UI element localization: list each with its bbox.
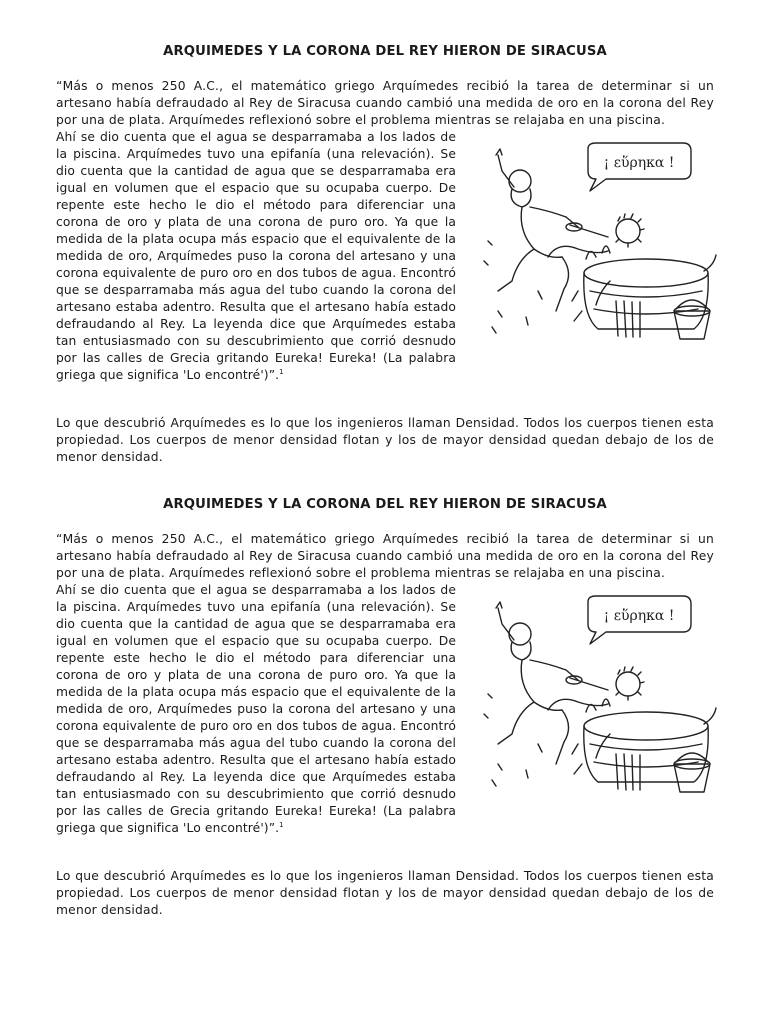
intro-paragraph-repeat: “Más o menos 250 A.C., el matemático griego Arquímedes recibió la tarea de determinar si un artesano había defraudado al Rey de Siracusa cuando cambió una medida de oro en la corona del Rey por una de plata. Arquímedes reflexionó sobre el problema mientras se relajaba en una piscina.: [56, 532, 714, 580]
story-text-repeat: Ahí se dio cuenta que el agua se desparramaba a los lados de la piscina. Arquímedes tuvo una epifanía (una relevación). Se dio cuenta que la cantidad de agua que se desparramaba era igual en volumen que el espacio que su ocupaba cuerpo. De repente este hecho le dio el método para diferenciar una corona de oro y plata de una corona de puro oro. Ya que la medida de la plata ocupa más espacio que el equivalente de la medida de oro, Arquímedes puso la corona del artesano y una corona equivalente de puro oro en dos tubos de agua. Encontró que se desparramaba más agua del tubo cuando la corona del artesano estaba adentro. Resulta que el artesano había estado defraudando al Rey. La leyenda dice que Arquímedes estaba tan entusiasmado con su descubrimiento que corrió desnudo por las calles de Grecia gritando Eureka! Eureka! (La palabra griega que significa 'Lo encontré')”.: [56, 583, 456, 835]
story-paragraph: [56, 129, 456, 384]
conclusion-paragraph-repeat: Lo que descubrió Arquímedes es lo que los ingenieros llaman Densidad. Todos los cuerpos tienen esta propiedad. Los cuerpos de menor densidad flotan y los de mayor densidad quedan debajo de los de menor densidad.: [56, 869, 714, 917]
footnote-marker: 1: [279, 367, 284, 376]
story-text: Ahí se dio cuenta que el agua se desparramaba a los lados de la piscina. Arquímedes tuvo una epifanía (una relevación). Se dio cuenta que la cantidad de agua que se desparramaba era igual en volumen que el espacio que su ocupaba cuerpo. De repente este hecho le dio el método para diferenciar una corona de oro y plata de una corona de puro oro. Ya que la medida de la plata ocupa más espacio que el equivalente de la medida de oro, Arquímedes puso la corona del artesano y una corona equivalente de puro oro en dos tubos de agua. Encontró que se desparramaba más agua del tubo cuando la corona del artesano estaba adentro. Resulta que el artesano había estado defraudando al Rey. La leyenda dice que Arquímedes estaba tan entusiasmado con su descubrimiento que corrió desnudo por las calles de Grecia gritando Eureka! Eureka! (La palabra griega que significa 'Lo encontré')”.: [56, 130, 456, 382]
story-paragraph-repeat: [56, 582, 456, 837]
article-section-2: [56, 493, 714, 919]
body-with-figure-repeat: [56, 582, 714, 852]
story-column: [56, 129, 456, 384]
footnote-marker-repeat: 1: [279, 820, 284, 829]
article-title-repeat: ARQUIMEDES Y LA CORONA DEL REY HIERON DE SIRACUSA: [163, 497, 607, 512]
speech-bubble-text-repeat: ¡ εὕρηκα !: [603, 608, 675, 624]
archimedes-drawing: [478, 141, 718, 346]
conclusion-paragraph: Lo que descubrió Arquímedes es lo que los ingenieros llaman Densidad. Todos los cuerpos tienen esta propiedad. Los cuerpos de menor densidad flotan y los de mayor densidad quedan debajo de los de menor densidad.: [56, 416, 714, 464]
article-title: ARQUIMEDES Y LA CORONA DEL REY HIERON DE SIRACUSA: [163, 44, 607, 59]
article-section-1: [56, 40, 714, 466]
speech-bubble-text: ¡ εὕρηκα !: [603, 155, 675, 171]
archimedes-illustration-repeat: [478, 594, 718, 799]
body-with-figure: [56, 129, 714, 399]
archimedes-drawing-repeat: [478, 594, 718, 799]
intro-paragraph: “Más o menos 250 A.C., el matemático griego Arquímedes recibió la tarea de determinar si un artesano había defraudado al Rey de Siracusa cuando cambió una medida de oro en la corona del Rey por una de plata. Arquímedes reflexionó sobre el problema mientras se relajaba en una piscina.: [56, 79, 714, 127]
archimedes-illustration: [478, 141, 718, 346]
story-column-repeat: [56, 582, 456, 837]
